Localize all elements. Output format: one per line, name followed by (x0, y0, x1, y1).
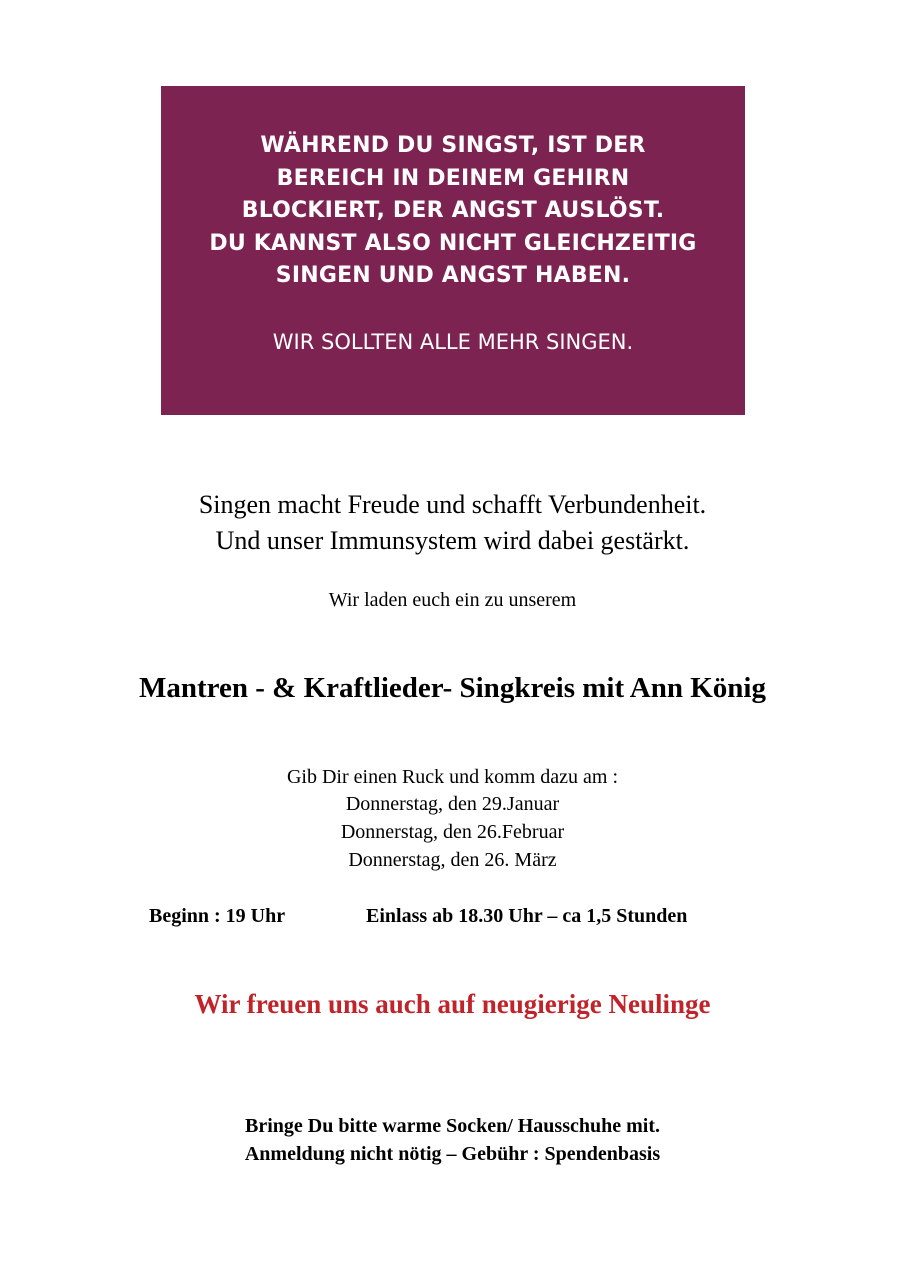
intro-line: Singen macht Freude und schafft Verbundenheit. (198, 490, 707, 519)
intro-line: Und unser Immunsystem wird dabei gestärkt. (215, 526, 690, 555)
date-item: Donnerstag, den 26.Februar (340, 821, 565, 843)
banner-line: SINGEN UND ANGST HABEN. (275, 263, 631, 288)
invite-text: Wir laden euch ein zu unserem (328, 589, 577, 611)
banner-line: WÄHREND DU SINGST, IST DER (260, 133, 646, 158)
date-item: Donnerstag, den 26. März (348, 849, 557, 871)
banner-line: BEREICH IN DEINEM GEHIRN (276, 165, 630, 191)
dates-intro: Gib Dir einen Ruck und komm dazu am : (286, 766, 619, 788)
footer-line: Bringe Du bitte warme Socken/ Hausschuhe mit. (245, 1115, 660, 1137)
start-time: Beginn : 19 Uhr (149, 905, 286, 927)
banner-line: DU KANNST ALSO NICHT GLEICHZEITIG (209, 230, 697, 256)
event-title: Mantren - & Kraftlieder- Singkreis mit Ann König (139, 672, 766, 704)
quote-banner (161, 86, 745, 415)
footer-line: Anmeldung nicht nötig – Gebühr : Spendenbasis (244, 1143, 661, 1165)
date-item: Donnerstag, den 29.Januar (345, 793, 560, 815)
entry-time: Einlass ab 18.30 Uhr – ca 1,5 Stunden (366, 905, 688, 927)
banner-quote (161, 130, 745, 293)
banner-line: BLOCKIERT, DER ANGST AUSLÖST. (241, 198, 665, 223)
banner-subline: WIR SOLLTEN ALLE MEHR SINGEN. (272, 330, 634, 354)
welcome-text: Wir freuen uns auch auf neugierige Neulinge (194, 989, 711, 1019)
